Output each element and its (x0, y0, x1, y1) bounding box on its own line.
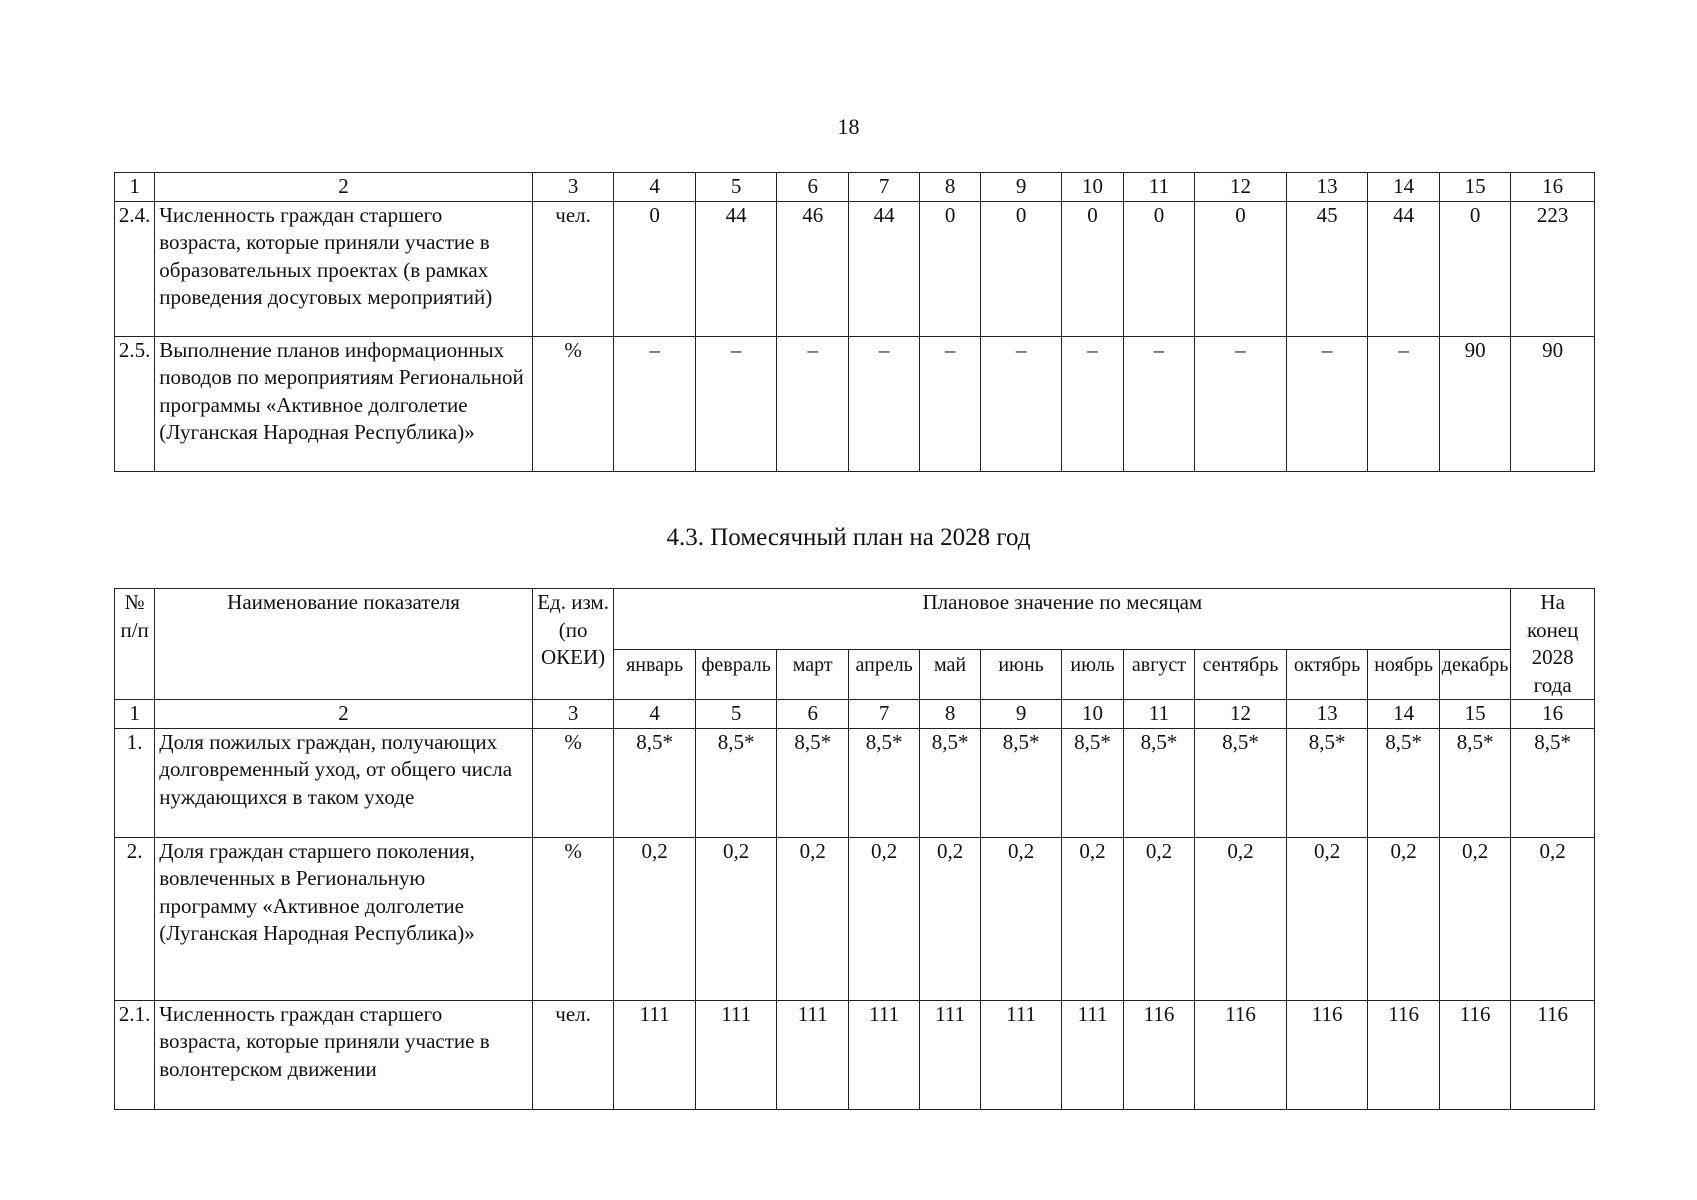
column-number: 9 (980, 700, 1062, 729)
value-cell: – (980, 336, 1062, 471)
value-cell: 8,5* (1123, 728, 1194, 837)
value-cell: 0 (920, 201, 980, 336)
value-cell: 0 (1123, 201, 1194, 336)
indicators-table-continued (114, 172, 1595, 472)
column-number: 12 (1195, 173, 1287, 202)
table-row (115, 201, 1595, 336)
value-cell: – (1286, 336, 1368, 471)
column-number: 2 (155, 173, 533, 202)
header-num: № п/п (115, 589, 155, 700)
month-header: апрель (848, 650, 919, 700)
value-cell: 8,5* (980, 728, 1062, 837)
value-cell: 0 (980, 201, 1062, 336)
value-cell: 0,2 (980, 837, 1062, 1000)
value-cell: 8,5* (1195, 728, 1287, 837)
value-cell: – (1368, 336, 1439, 471)
value-cell: – (848, 336, 919, 471)
column-number: 8 (920, 173, 980, 202)
value-cell: 0,2 (1368, 837, 1439, 1000)
unit: чел. (532, 201, 614, 336)
header-end: На конец 2028 года (1511, 589, 1595, 700)
value-cell: – (1195, 336, 1287, 471)
value-cell: 111 (1062, 1000, 1123, 1109)
column-number: 16 (1511, 173, 1595, 202)
value-cell: 90 (1511, 336, 1595, 471)
value-cell: 116 (1286, 1000, 1368, 1109)
month-header: октябрь (1286, 650, 1368, 700)
header-name: Наименование показателя (155, 589, 533, 700)
value-cell: – (1123, 336, 1194, 471)
value-cell: 8,5* (1062, 728, 1123, 837)
value-cell: 111 (920, 1000, 980, 1109)
value-cell: 0,2 (777, 837, 848, 1000)
month-header: май (920, 650, 980, 700)
value-cell: 45 (1286, 201, 1368, 336)
column-number: 6 (777, 173, 848, 202)
column-number: 1 (115, 700, 155, 729)
value-cell: – (695, 336, 777, 471)
value-cell: 8,5* (1286, 728, 1368, 837)
value-cell: 0,2 (614, 837, 696, 1000)
column-number: 12 (1195, 700, 1287, 729)
value-cell: 8,5* (1439, 728, 1510, 837)
value-cell: 8,5* (614, 728, 696, 837)
column-number-row (115, 173, 1595, 202)
column-number-row (115, 700, 1595, 729)
column-number: 10 (1062, 173, 1123, 202)
row-number: 2. (115, 837, 155, 1000)
column-number: 3 (532, 700, 614, 729)
column-number: 4 (614, 173, 696, 202)
column-number: 13 (1286, 173, 1368, 202)
unit: чел. (532, 1000, 614, 1109)
value-cell: – (614, 336, 696, 471)
section-title: 4.3. Помесячный план на 2028 год (666, 524, 1031, 551)
column-number: 5 (695, 173, 777, 202)
column-number: 8 (920, 700, 980, 729)
column-number: 1 (115, 173, 155, 202)
row-number: 2.4. (115, 201, 155, 336)
column-number: 7 (848, 700, 919, 729)
indicator-name: Выполнение планов информационных поводов по мероприятиям Региональной программы «Активное долголетие (Луганская Народная Республика)» (155, 336, 533, 471)
unit: % (532, 336, 614, 471)
unit: % (532, 837, 614, 1000)
value-cell: 0 (1195, 201, 1287, 336)
value-cell: 0,2 (1511, 837, 1595, 1000)
monthly-plan-table (114, 588, 1595, 1110)
value-cell: 0 (614, 201, 696, 336)
value-cell: 0,2 (920, 837, 980, 1000)
value-cell: 223 (1511, 201, 1595, 336)
month-header: июнь (980, 650, 1062, 700)
column-number: 6 (777, 700, 848, 729)
row-number: 2.1. (115, 1000, 155, 1109)
column-number: 15 (1439, 173, 1510, 202)
column-number: 14 (1368, 173, 1439, 202)
column-number: 3 (532, 173, 614, 202)
table-row (115, 1000, 1595, 1109)
value-cell: 0,2 (1439, 837, 1510, 1000)
indicator-name: Доля граждан старшего поколения, вовлеченных в Региональную программу «Активное долголетие (Луганская Народная Республика)» (155, 837, 533, 1000)
column-number: 7 (848, 173, 919, 202)
month-header: сентябрь (1195, 650, 1287, 700)
unit: % (532, 728, 614, 837)
value-cell: 46 (777, 201, 848, 336)
value-cell: 8,5* (1511, 728, 1595, 837)
value-cell: 44 (848, 201, 919, 336)
month-header: январь (614, 650, 696, 700)
column-number: 14 (1368, 700, 1439, 729)
column-number: 11 (1123, 700, 1194, 729)
value-cell: 116 (1195, 1000, 1287, 1109)
value-cell: – (1062, 336, 1123, 471)
indicator-name: Численность граждан старшего возраста, которые приняли участие в образовательных проектах (в рамках проведения досуговых мероприятий) (155, 201, 533, 336)
value-cell: 111 (614, 1000, 696, 1109)
month-header: август (1123, 650, 1194, 700)
month-header: февраль (695, 650, 777, 700)
value-cell: 0,2 (848, 837, 919, 1000)
month-header: декабрь (1439, 650, 1510, 700)
column-number: 15 (1439, 700, 1510, 729)
column-number: 2 (155, 700, 533, 729)
month-header: июль (1062, 650, 1123, 700)
value-cell: 0 (1062, 201, 1123, 336)
indicator-name: Численность граждан старшего возраста, которые приняли участие в волонтерском движении (155, 1000, 533, 1109)
page-number: 18 (837, 114, 860, 139)
header-unit: Ед. изм. (по ОКЕИ) (532, 589, 614, 700)
indicator-name: Доля пожилых граждан, получающих долговременный уход, от общего числа нуждающихся в таком уходе (155, 728, 533, 837)
column-number: 13 (1286, 700, 1368, 729)
value-cell: – (920, 336, 980, 471)
value-cell: – (777, 336, 848, 471)
value-cell: 8,5* (777, 728, 848, 837)
value-cell: 111 (980, 1000, 1062, 1109)
value-cell: 116 (1368, 1000, 1439, 1109)
value-cell: 8,5* (848, 728, 919, 837)
value-cell: 44 (695, 201, 777, 336)
value-cell: 116 (1439, 1000, 1510, 1109)
row-number: 1. (115, 728, 155, 837)
column-number: 5 (695, 700, 777, 729)
value-cell: 116 (1123, 1000, 1194, 1109)
column-number: 10 (1062, 700, 1123, 729)
header-row-top (115, 589, 1595, 650)
table-row (115, 336, 1595, 471)
column-number: 16 (1511, 700, 1595, 729)
value-cell: 8,5* (695, 728, 777, 837)
value-cell: 0,2 (1195, 837, 1287, 1000)
value-cell: 90 (1439, 336, 1510, 471)
value-cell: 0,2 (1123, 837, 1194, 1000)
value-cell: 8,5* (1368, 728, 1439, 837)
table-row (115, 837, 1595, 1000)
value-cell: 0,2 (1062, 837, 1123, 1000)
month-header: ноябрь (1368, 650, 1439, 700)
column-number: 9 (980, 173, 1062, 202)
month-header: март (777, 650, 848, 700)
table-row (115, 728, 1595, 837)
value-cell: 8,5* (920, 728, 980, 837)
value-cell: 0 (1439, 201, 1510, 336)
value-cell: 111 (848, 1000, 919, 1109)
value-cell: 44 (1368, 201, 1439, 336)
column-number: 4 (614, 700, 696, 729)
row-number: 2.5. (115, 336, 155, 471)
value-cell: 111 (695, 1000, 777, 1109)
column-number: 11 (1123, 173, 1194, 202)
value-cell: 0,2 (1286, 837, 1368, 1000)
value-cell: 111 (777, 1000, 848, 1109)
value-cell: 116 (1511, 1000, 1595, 1109)
value-cell: 0,2 (695, 837, 777, 1000)
header-plan: Плановое значение по месяцам (614, 589, 1511, 650)
